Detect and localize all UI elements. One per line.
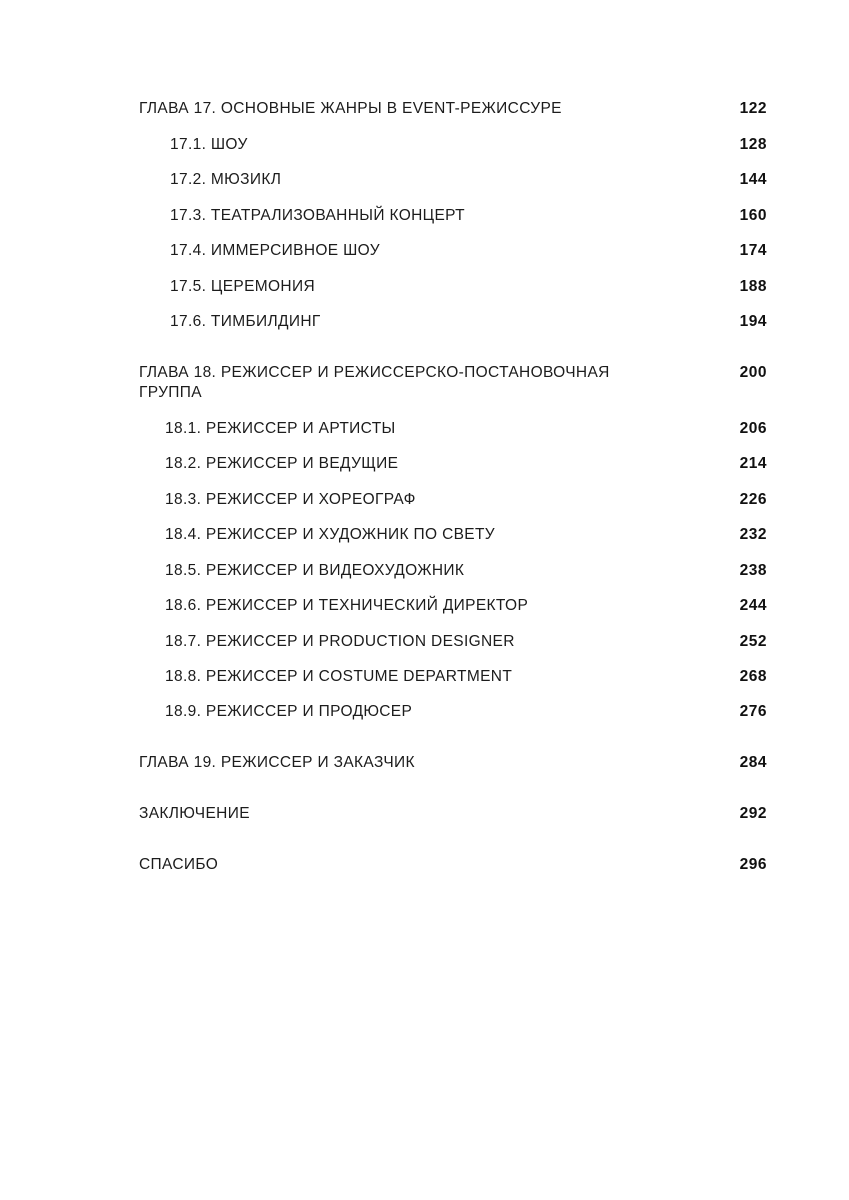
toc-entry-section-17-2[interactable] bbox=[139, 170, 767, 190]
toc-entry-page-number: 128 bbox=[739, 136, 767, 153]
toc-entry-page-number: 284 bbox=[739, 754, 767, 771]
toc-entry-title: 18.4. РЕЖИССЕР И ХУДОЖНИК ПО СВЕТУ bbox=[165, 526, 495, 543]
toc-entry-title: 18.6. РЕЖИССЕР И ТЕХНИЧЕСКИЙ ДИРЕКТОР bbox=[165, 597, 529, 614]
toc-entry-page-number: 206 bbox=[739, 420, 767, 437]
toc-entry-page-number: 144 bbox=[739, 171, 767, 188]
toc-entry-section-18-1[interactable] bbox=[139, 419, 767, 439]
toc-entry-title: 18.9. РЕЖИССЕР И ПРОДЮСЕР bbox=[165, 703, 413, 720]
toc-entry-title: 17.2. МЮЗИКЛ bbox=[170, 171, 282, 188]
toc-entry-page-number: 292 bbox=[739, 805, 767, 822]
toc-entry-title: 18.1. РЕЖИССЕР И АРТИСТЫ bbox=[165, 420, 396, 437]
toc-entry-page-number: 268 bbox=[739, 668, 767, 685]
toc-entry-page-number: 194 bbox=[739, 313, 767, 330]
toc-entry-title: 17.6. ТИМБИЛДИНГ bbox=[170, 313, 321, 330]
toc-entry-page-number: 238 bbox=[739, 562, 767, 579]
toc-entry-title: 17.5. ЦЕРЕМОНИЯ bbox=[170, 278, 316, 295]
toc-entry-title: ГЛАВА 18. РЕЖИССЕР И РЕЖИССЕРСКО-ПОСТАНОВОЧНАЯ ГРУППА bbox=[139, 364, 610, 401]
toc-entry-title: 18.2. РЕЖИССЕР И ВЕДУЩИЕ bbox=[165, 455, 399, 472]
toc-entry-section-17-1[interactable] bbox=[139, 135, 767, 155]
toc-entry-section-18-5[interactable] bbox=[139, 561, 767, 581]
toc-entry-title: 18.7. РЕЖИССЕР И PRODUCTION DESIGNER bbox=[165, 633, 515, 650]
toc-entry-page-number: 296 bbox=[739, 856, 767, 873]
toc-entry-chapter-18[interactable] bbox=[139, 363, 767, 403]
toc-entry-page-number: 226 bbox=[739, 491, 767, 508]
toc-entry-title: СПАСИБО bbox=[139, 856, 219, 873]
toc-entry-title: 17.1. ШОУ bbox=[170, 136, 248, 153]
toc-entry-page-number: 174 bbox=[739, 242, 767, 259]
toc-entry-title: ГЛАВА 19. РЕЖИССЕР И ЗАКАЗЧИК bbox=[139, 754, 415, 771]
toc-entry-section-17-6[interactable] bbox=[139, 312, 767, 332]
toc-entry-section-18-7[interactable] bbox=[139, 632, 767, 652]
toc-entry-title: ЗАКЛЮЧЕНИЕ bbox=[139, 805, 250, 822]
toc-entry-page-number: 160 bbox=[739, 207, 767, 224]
toc-entry-page-number: 200 bbox=[739, 364, 767, 381]
toc-entry-section-17-4[interactable] bbox=[139, 241, 767, 261]
toc-entry-section-18-4[interactable] bbox=[139, 525, 767, 545]
toc-entry-title: 18.8. РЕЖИССЕР И COSTUME DEPARTMENT bbox=[165, 668, 513, 685]
toc-entry-thanks[interactable] bbox=[139, 855, 767, 875]
toc-entry-conclusion[interactable] bbox=[139, 804, 767, 824]
toc-entry-section-18-9[interactable] bbox=[139, 702, 767, 722]
toc-entry-section-18-8[interactable] bbox=[139, 667, 767, 687]
toc-entry-page-number: 244 bbox=[739, 597, 767, 614]
toc-entry-section-17-5[interactable] bbox=[139, 277, 767, 297]
toc-entry-title: 18.3. РЕЖИССЕР И ХОРЕОГРАФ bbox=[165, 491, 416, 508]
toc-entry-chapter-17[interactable] bbox=[139, 99, 767, 119]
toc-entry-section-18-3[interactable] bbox=[139, 490, 767, 510]
toc-entry-chapter-19[interactable] bbox=[139, 753, 767, 773]
toc-entry-title: 18.5. РЕЖИССЕР И ВИДЕОХУДОЖНИК bbox=[165, 562, 465, 579]
toc-entry-page-number: 214 bbox=[739, 455, 767, 472]
toc-entry-section-17-3[interactable] bbox=[139, 206, 767, 226]
toc-entry-page-number: 252 bbox=[739, 633, 767, 650]
toc-entry-title: 17.3. ТЕАТРАЛИЗОВАННЫЙ КОНЦЕРТ bbox=[170, 207, 465, 224]
toc-entry-title: 17.4. ИММЕРСИВНОЕ ШОУ bbox=[170, 242, 380, 259]
toc-entry-section-18-6[interactable] bbox=[139, 596, 767, 616]
toc-entry-page-number: 188 bbox=[739, 278, 767, 295]
toc-entry-section-18-2[interactable] bbox=[139, 454, 767, 474]
toc-entry-page-number: 276 bbox=[739, 703, 767, 720]
toc-entry-page-number: 232 bbox=[739, 526, 767, 543]
toc-entry-page-number: 122 bbox=[739, 100, 767, 117]
toc-entry-title: ГЛАВА 17. ОСНОВНЫЕ ЖАНРЫ В EVENT-РЕЖИССУРЕ bbox=[139, 100, 562, 117]
